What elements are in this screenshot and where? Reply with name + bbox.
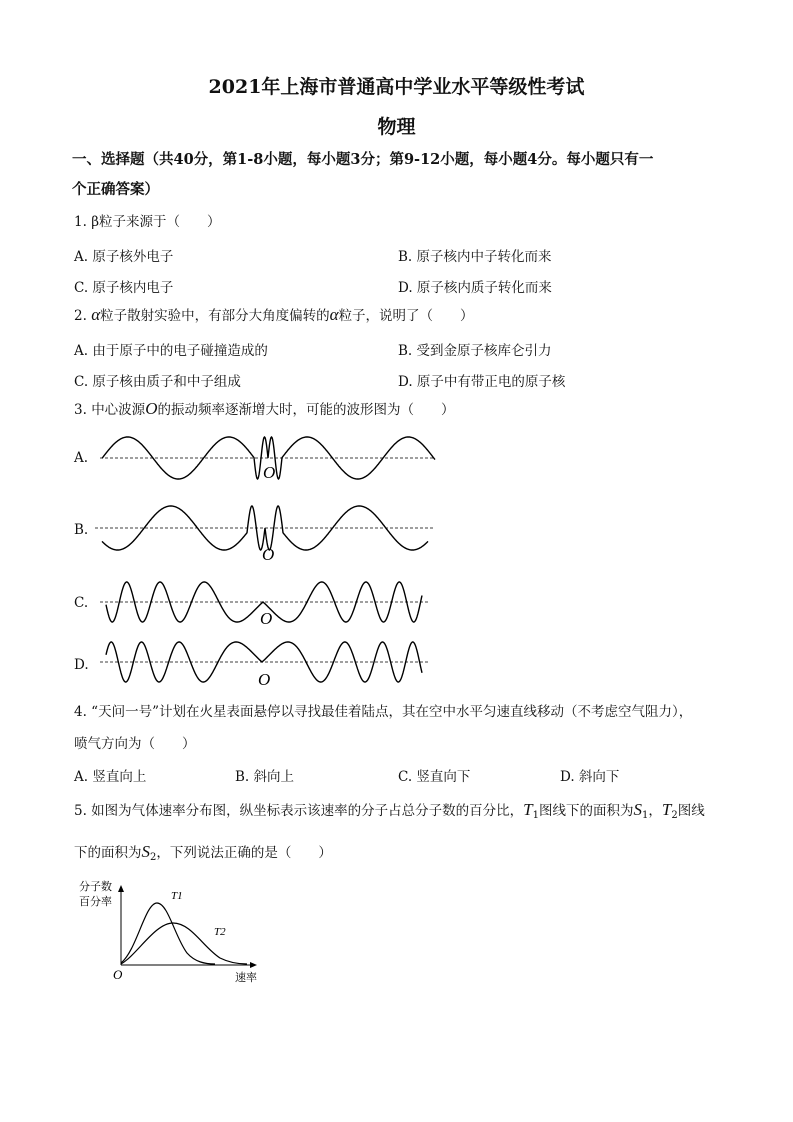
q2-option-c[interactable]: C. 原子核由质子和中子组成 — [74, 374, 241, 390]
wave-figure-c[interactable] — [90, 575, 440, 630]
wave-origin-label: O — [260, 609, 273, 628]
question-number: 2. — [74, 308, 87, 324]
q2-option-a[interactable]: A. 由于原子中的电子碰撞造成的 — [74, 343, 268, 359]
subscript-1: 1 — [642, 810, 649, 821]
t2-symbol: T — [661, 800, 672, 819]
q1-option-d[interactable]: D. 原子核内质子转化而来 — [398, 280, 552, 296]
t1-curve — [121, 903, 215, 964]
y-axis-label-line2: 百分率 — [79, 896, 112, 908]
x-axis-arrow — [250, 962, 257, 968]
origin-label: O — [113, 967, 123, 982]
q4-option-a[interactable]: A. 竖直向上 — [74, 769, 147, 785]
question-2 — [74, 305, 474, 326]
q3-option-b-label[interactable]: B. — [74, 522, 89, 538]
alpha-symbol: α — [329, 305, 339, 324]
q4-option-d[interactable]: D. 斜向下 — [560, 769, 620, 785]
subject-title: 物理 — [377, 116, 416, 138]
question-text-b: 图线下的面积为 — [539, 803, 634, 819]
wave-figure-d[interactable] — [90, 635, 440, 690]
s1-symbol: S — [633, 800, 643, 819]
q1-option-b[interactable]: B. 原子核内中子转化而来 — [398, 249, 552, 265]
wave-figure-b[interactable] — [90, 500, 440, 565]
q1-option-a[interactable]: A. 原子核外电子 — [74, 249, 174, 265]
question-1 — [74, 212, 221, 232]
question-number: 3. — [74, 402, 87, 418]
question-4-line1: 4. “天问一号”计划在火星表面悬停以寻找最佳着陆点，其在空中水平匀速直线移动（不考虑空气阻力）， — [74, 704, 693, 720]
question-text-a: 粒子散射实验中，有部分大角度偏转的 — [100, 308, 330, 324]
t1-curve-label: T1 — [171, 890, 183, 902]
q1-option-c[interactable]: C. 原子核内电子 — [74, 280, 174, 296]
subscript-2: 2 — [150, 852, 157, 863]
x-axis-label: 速率 — [235, 972, 257, 984]
alpha-symbol: α — [91, 305, 101, 324]
question-text-b: 粒子，说明了（ ） — [338, 308, 474, 324]
question-4-line2: 喷气方向为（ ） — [74, 736, 196, 752]
source-symbol: O — [145, 399, 158, 418]
question-3 — [74, 399, 454, 420]
t1-symbol: T — [523, 800, 533, 819]
question-5-line2 — [74, 842, 332, 868]
y-axis-arrow — [118, 885, 124, 892]
exam-title: 2021年上海市普通高中学业水平等级性考试 — [208, 76, 585, 98]
beta-symbol: β — [91, 214, 99, 230]
q2-option-d[interactable]: D. 原子中有带正电的原子核 — [398, 374, 566, 390]
subscript-2: 2 — [671, 810, 678, 821]
wave-origin-label: O — [258, 670, 271, 689]
q3-option-d-label[interactable]: D. — [74, 657, 89, 673]
q4-option-c[interactable]: C. 竖直向下 — [398, 769, 471, 785]
wave-origin-label: O — [262, 545, 275, 564]
y-axis-label-line1: 分子数 — [79, 881, 112, 893]
q3-option-c-label[interactable]: C. — [74, 595, 89, 611]
q3-option-a-label[interactable]: A. — [74, 450, 89, 466]
subscript-1: 1 — [532, 810, 540, 821]
question-text-b: 的振动频率逐渐增大时，可能的波形图为（ ） — [157, 402, 455, 418]
question-text: 粒子来源于（ ） — [99, 214, 221, 230]
question-text-c: 图线 — [677, 803, 705, 819]
wave-figure-a[interactable] — [90, 428, 440, 488]
s2-symbol: S — [141, 842, 150, 861]
q2-option-b[interactable]: B. 受到金原子核库仑引力 — [398, 343, 552, 359]
speed-distribution-graph — [75, 875, 275, 990]
question-text-a: 中心波源 — [91, 402, 146, 418]
t2-curve-label: T2 — [214, 926, 226, 938]
q4-option-b[interactable]: B. 斜向上 — [235, 769, 295, 785]
comma: ， — [648, 803, 662, 819]
question-5-line1 — [74, 800, 705, 826]
wave-origin-label: O — [263, 463, 276, 482]
section-heading-line1: 一、选择题（共40分，第1-8小题，每小题3分；第9-12小题，每小题4分。每小题只有一 — [72, 151, 654, 168]
section-heading-line2: 个正确答案） — [72, 181, 159, 198]
question-text-a: 5. 如图为气体速率分布图，纵坐标表示该速率的分子占总分子数的百分比， — [74, 803, 524, 819]
question-text-d: 下的面积为 — [74, 845, 142, 861]
question-text-e: ，下列说法正确的是（ ） — [156, 845, 332, 861]
question-number: 1. — [74, 214, 87, 230]
